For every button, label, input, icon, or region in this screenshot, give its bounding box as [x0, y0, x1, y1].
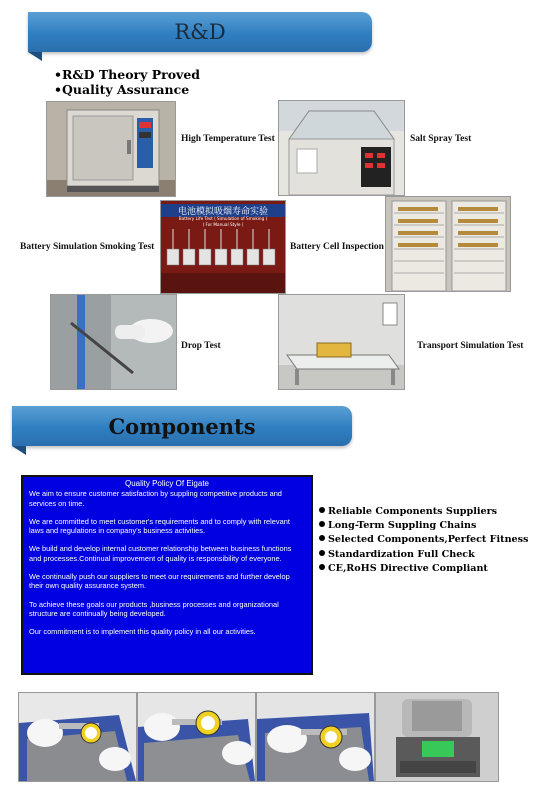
label-transport-simulation-test: Transport Simulation Test [417, 341, 524, 351]
battery-cell-photo [385, 196, 511, 292]
label-drop-test: Drop Test [181, 341, 221, 351]
rd-bullet-quality: •Quality Assurance [54, 82, 190, 97]
bullet-icon [319, 521, 325, 527]
component-features-list [319, 505, 528, 576]
label-high-temperature-test: High Temperature Test [181, 134, 275, 144]
feature-item: Standardization Full Check [319, 548, 528, 562]
label-battery-simulation-smoking-test: Battery Simulation Smoking Test [20, 242, 155, 252]
bullet-icon [319, 535, 325, 541]
components-banner [12, 406, 352, 446]
rd-title: R&D [174, 20, 226, 44]
policy-paragraph: To achieve these goals our products ,business processes and organizational structure are continually being developed. [29, 599, 279, 618]
feature-item: Selected Components,Perfect Fitness [319, 533, 528, 547]
policy-paragraph: We are committed to meet customer's requirements and to comply with relevant laws and regulations in company's business activities. [29, 516, 290, 536]
smoking-photo-caption-style: ( For Manual Style ) [202, 222, 244, 227]
high-temperature-photo [46, 101, 176, 197]
feature-item: Reliable Components Suppliers [319, 505, 528, 519]
label-salt-spray-test: Salt Spray Test [410, 134, 472, 144]
policy-paragraph: We build and develop internal customer relationship between business functions and processes.Continual improvement of quality is responsibility of everyone. [29, 544, 292, 563]
quality-policy-title: Quality Policy Of Eigate [124, 479, 210, 488]
bullet-icon [319, 550, 325, 556]
feature-item: Long-Term Suppling Chains [319, 519, 528, 533]
caliper-photo-3 [256, 692, 375, 782]
policy-paragraph: We aim to ensure customer satisfaction by suppling competitive products and services on time. [29, 489, 282, 508]
label-battery-cell-inspection: Battery Cell Inspection [290, 242, 384, 252]
components-title: Components [108, 413, 256, 439]
caliper-photo-1 [18, 692, 137, 782]
rd-banner [28, 12, 372, 52]
feature-item: CE,RoHS Directive Compliant [319, 562, 528, 576]
caliper-photo-2 [137, 692, 256, 782]
drop-test-photo [50, 294, 177, 390]
smoking-photo-caption-cn: 电池模拟吸烟寿命实验 [161, 204, 285, 217]
battery-smoking-photo [160, 200, 286, 294]
rd-bullet-theory: •R&D Theory Proved [54, 67, 201, 82]
quality-policy-box [21, 475, 313, 675]
scale-photo [375, 692, 499, 782]
salt-spray-photo [278, 100, 405, 196]
bullet-icon [319, 507, 325, 513]
policy-paragraph: We continually push our suppliers to meet our requirements and further develop their own quality assurance system. [29, 572, 290, 591]
smoking-photo-caption-en: Battery Life Test ( Simulation of Smoking ) [178, 216, 268, 221]
transport-simulation-photo [278, 294, 405, 390]
bullet-icon [319, 564, 325, 570]
policy-paragraph: Our commitment is to implement this quality policy in all our activities. [29, 627, 256, 637]
rd-bullets [54, 67, 200, 97]
